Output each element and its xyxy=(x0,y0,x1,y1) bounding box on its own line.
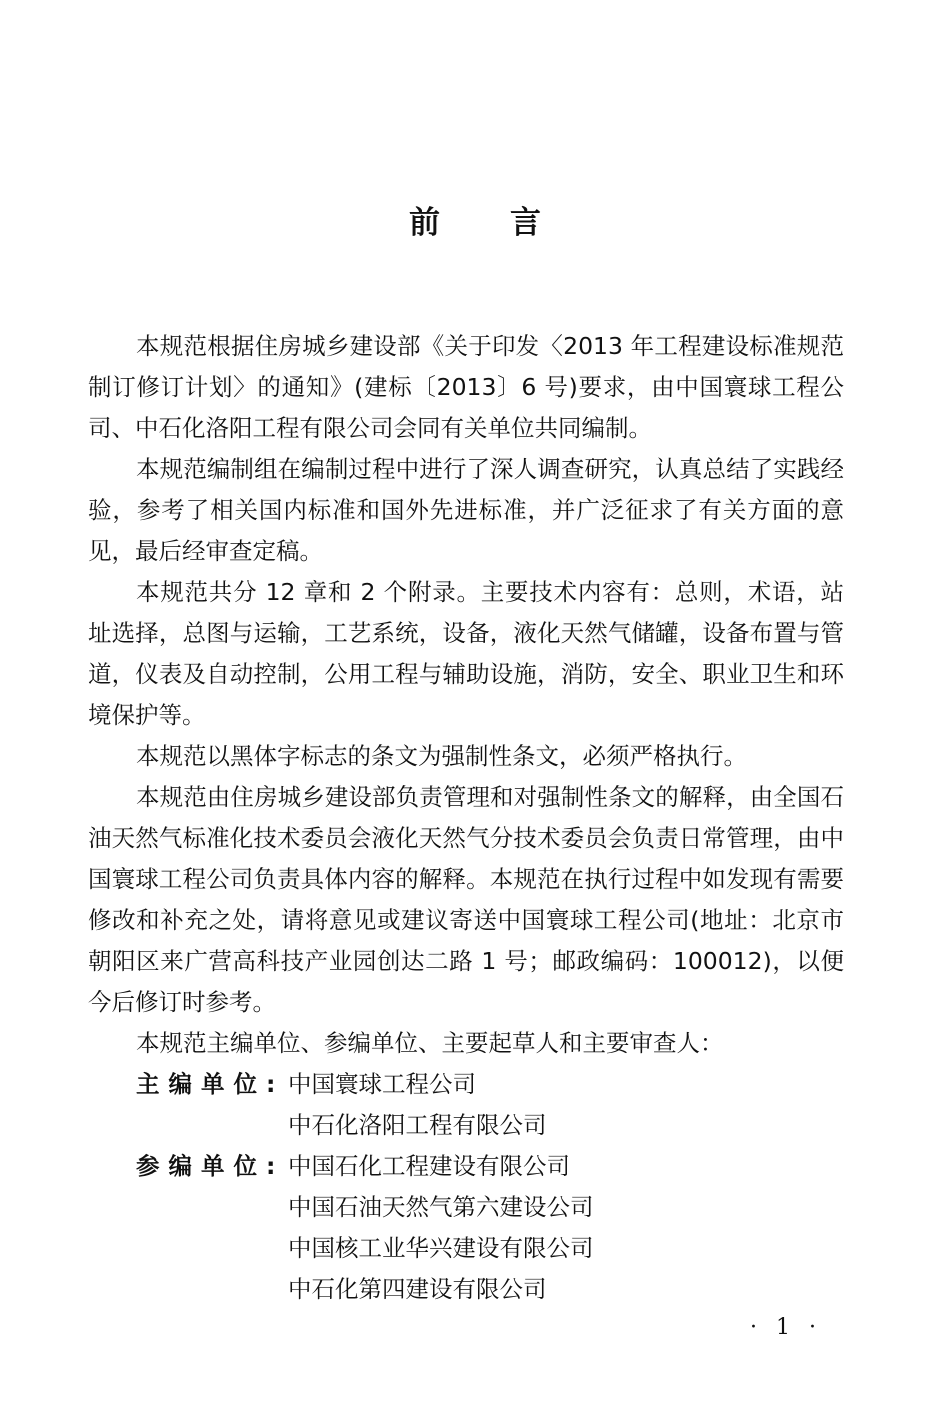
chief-units-list xyxy=(288,1064,844,1146)
page-number: · 1 · xyxy=(750,1315,822,1340)
chief-units xyxy=(136,1064,844,1146)
participating-units-label: 参编单位: xyxy=(136,1152,276,1180)
unit-name: 中石化洛阳工程有限公司 xyxy=(288,1111,547,1139)
unit-name: 中国核工业华兴建设有限公司 xyxy=(288,1234,594,1262)
foreword-body xyxy=(88,326,844,1310)
chief-units-label: 主编单位: xyxy=(136,1070,276,1098)
participating-units xyxy=(136,1146,844,1310)
paragraph-mandatory-clauses: 本规范以黑体字标志的条文为强制性条文，必须严格执行。 xyxy=(136,742,747,770)
unit-name: 中国寰球工程公司 xyxy=(288,1070,476,1098)
unit-name: 中石化第四建设有限公司 xyxy=(288,1275,547,1303)
paragraph-basis: 本规范根据住房城乡建设部《关于印发〈2013 年工程建设标准规范制订修订计划〉的通知》(建标〔2013〕6 号)要求，由中国寰球工程公司、中石化洛阳工程有限公司会同有关单位共同编制。 xyxy=(88,332,844,442)
paragraph-drafting-process: 本规范编制组在编制过程中进行了深人调查研究，认真总结了实践经验，参考了相关国内标准和国外先进标准，并广泛征求了有关方面的意见，最后经审查定稿。 xyxy=(88,455,844,565)
unit-name: 中国石化工程建设有限公司 xyxy=(288,1152,570,1180)
paragraph-management: 本规范由住房城乡建设部负责管理和对强制性条文的解释，由全国石油天然气标准化技术委员会液化天然气分技术委员会负责日常管理，由中国寰球工程公司负责具体内容的解释。本规范在执行过程中如发现有需要修改和补充之处，请将意见或建议寄送中国寰球工程公司(地址：北京市朝阳区来广营高科技产业园创达二路 1 号；邮政编码：100012)，以便今后修订时参考。 xyxy=(88,783,844,1016)
units-intro: 本规范主编单位、参编单位、主要起草人和主要审查人： xyxy=(136,1029,724,1057)
units-section xyxy=(88,1064,844,1310)
paragraph-contents: 本规范共分 12 章和 2 个附录。主要技术内容有：总则，术语，站址选择，总图与运输，工艺系统，设备，液化天然气储罐，设备布置与管道，仪表及自动控制，公用工程与辅助设施，消防，安全、职业卫生和环境保护等。 xyxy=(88,578,844,729)
unit-name: 中国石油天然气第六建设公司 xyxy=(288,1193,594,1221)
page-title: 前言 xyxy=(409,205,611,241)
participating-units-list xyxy=(288,1146,844,1310)
